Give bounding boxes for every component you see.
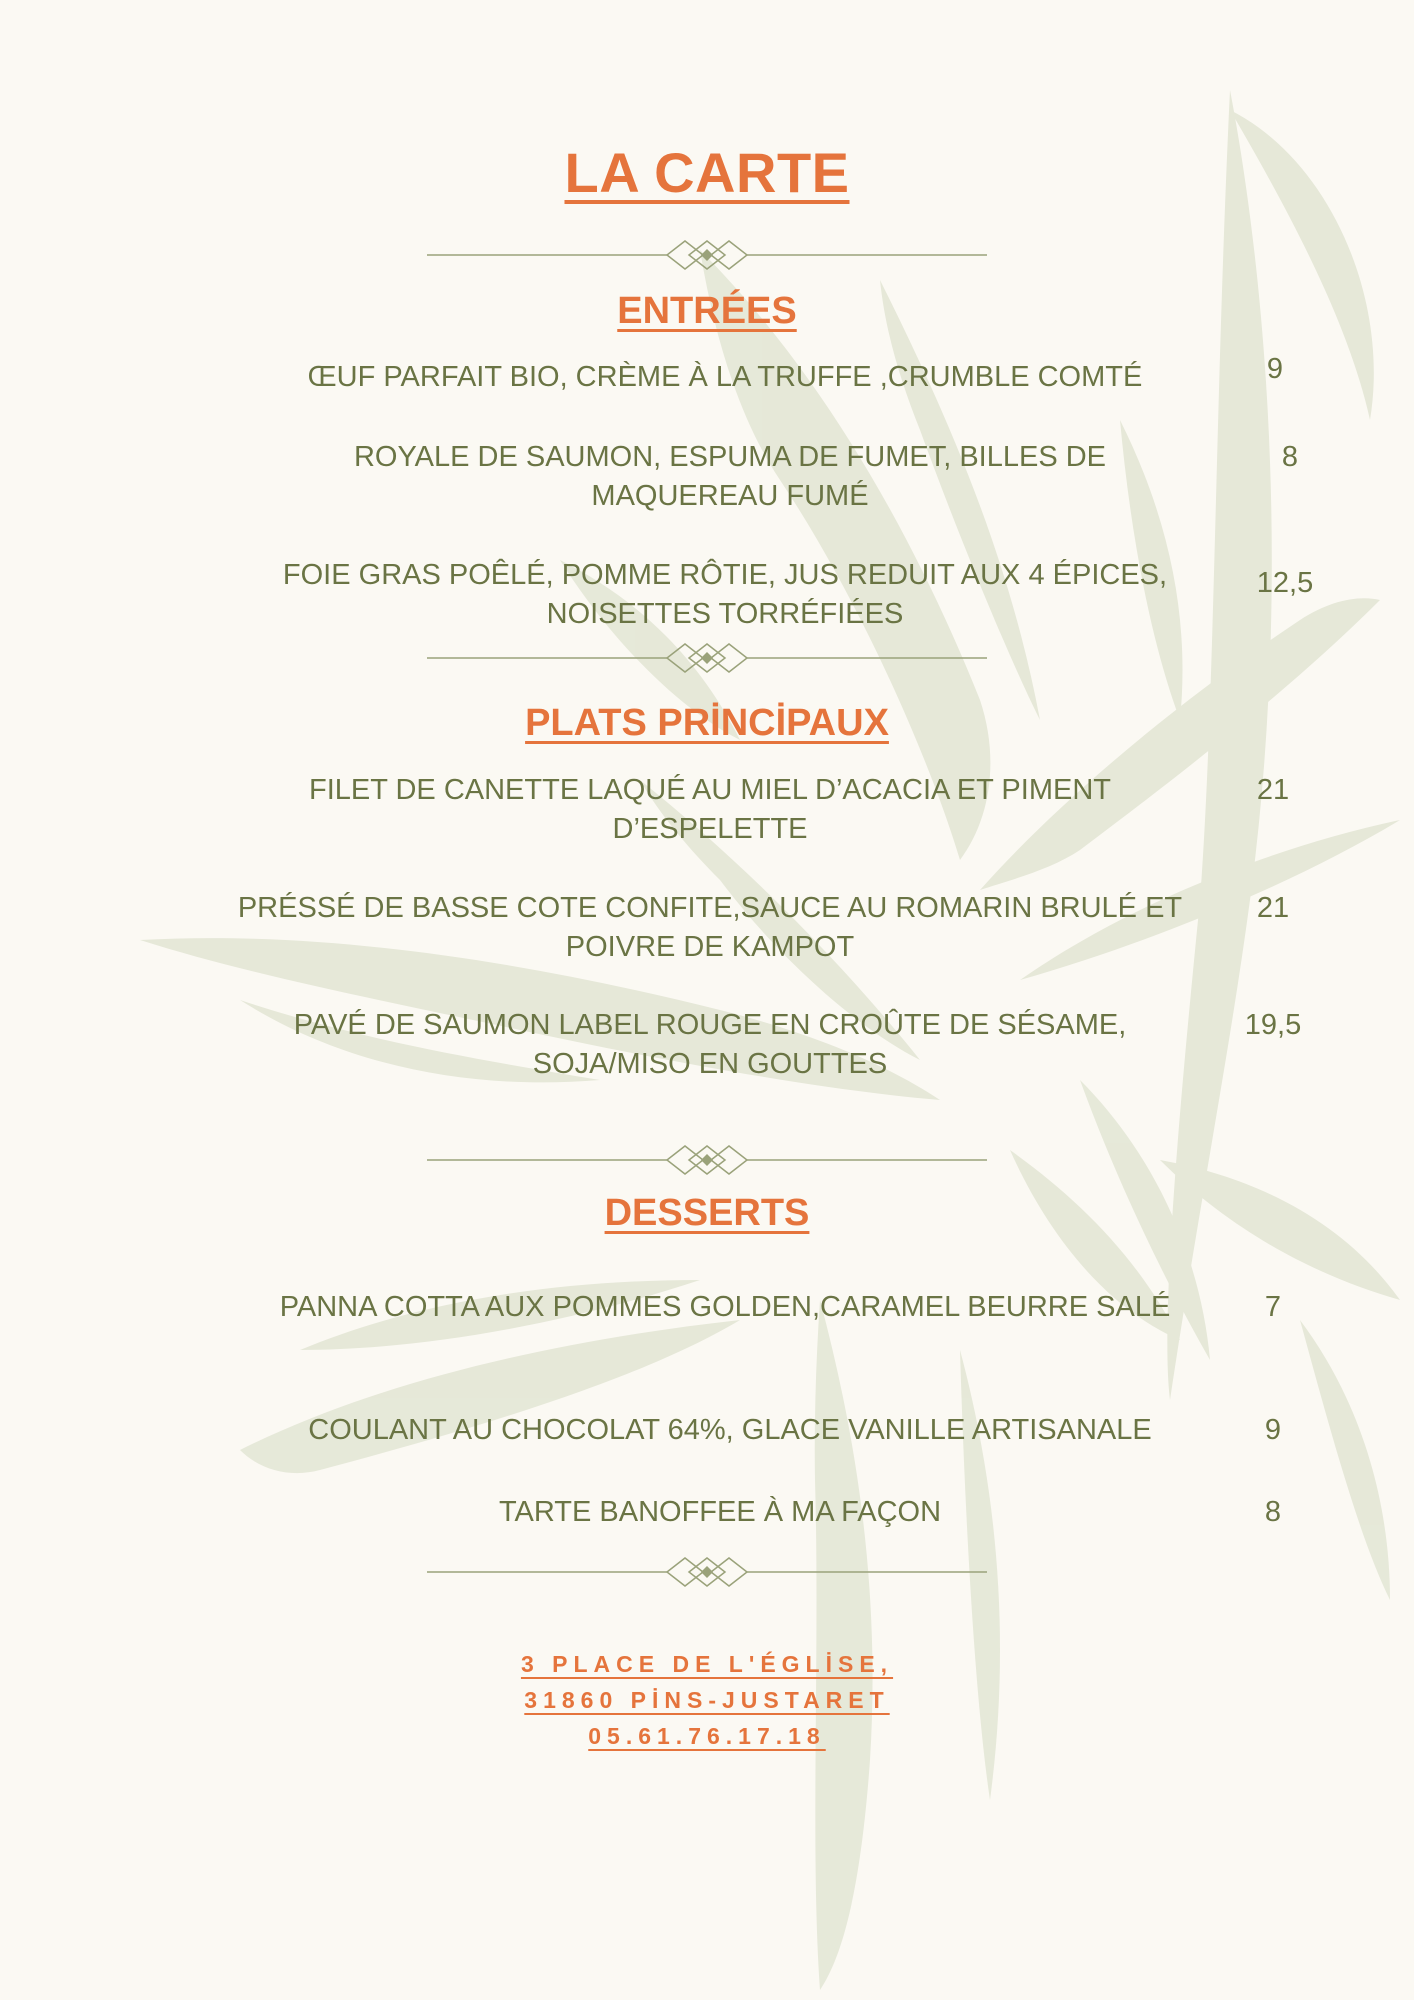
menu-item-name: PRÉSSÉ DE BASSE COTE CONFITE,SAUCE AU ROMARIN BRULÉ ET POIVRE DE KAMPOT — [237, 892, 1183, 963]
menu-item-price: 8 — [1264, 1496, 1282, 1528]
menu-item-name: FOIE GRAS POÊLÉ, POMME RÔTIE, JUS REDUIT AUX 4 ÉPICES, NOISETTES TORRÉFIÉES — [282, 559, 1168, 630]
phone-number[interactable]: 05.61.76.17.18 — [588, 1723, 826, 1749]
menu-item-name: ŒUF PARFAIT BIO, CRÈME À LA TRUFFE ,CRUMBLE COMTÉ — [307, 361, 1143, 393]
menu-item-name: TARTE BANOFFEE À MA FAÇON — [498, 1496, 942, 1528]
menu-item-price: 19,5 — [1244, 1009, 1302, 1041]
address-line-street: 3 PLACE DE L'ÉGLİSE, — [520, 1651, 894, 1677]
ornament-divider — [427, 1552, 987, 1592]
menu-item-name: PANNA COTTA AUX POMMES GOLDEN,CARAMEL BEURRE SALÉ — [279, 1291, 1171, 1323]
menu-item-price: 7 — [1264, 1291, 1282, 1323]
menu-item-price: 12,5 — [1256, 567, 1314, 599]
ornament-divider — [427, 235, 987, 275]
menu-item-name: ROYALE DE SAUMON, ESPUMA DE FUMET, BILLES DE MAQUEREAU FUMÉ — [353, 441, 1107, 512]
section-title-entrees: ENTRÉES — [617, 290, 797, 332]
section-title-desserts: DESSERTS — [604, 1192, 810, 1234]
menu-item-name: PAVÉ DE SAUMON LABEL ROUGE EN CROÛTE DE SÉSAME, SOJA/MISO EN GOUTTES — [293, 1009, 1127, 1080]
section-title-plats-principaux: PLATS PRİNCİPAUX — [525, 702, 889, 744]
menu-item-price: 9 — [1266, 353, 1284, 385]
menu-item-price: 8 — [1281, 441, 1299, 473]
menu-item-price: 21 — [1256, 774, 1290, 806]
ornament-divider — [427, 638, 987, 678]
menu-item-name: COULANT AU CHOCOLAT 64%, GLACE VANILLE ARTISANALE — [308, 1414, 1152, 1446]
address-line-city: 31860 PİNS-JUSTARET — [524, 1687, 890, 1713]
menu-title: LA CARTE — [564, 141, 850, 204]
menu-item-price: 21 — [1256, 892, 1290, 924]
menu-item-price: 9 — [1264, 1414, 1282, 1446]
restaurant-address — [0, 1646, 1414, 1754]
ornament-divider — [427, 1140, 987, 1180]
menu-item-name: FILET DE CANETTE LAQUÉ AU MIEL D’ACACIA ET PIMENT D’ESPELETTE — [309, 774, 1111, 845]
